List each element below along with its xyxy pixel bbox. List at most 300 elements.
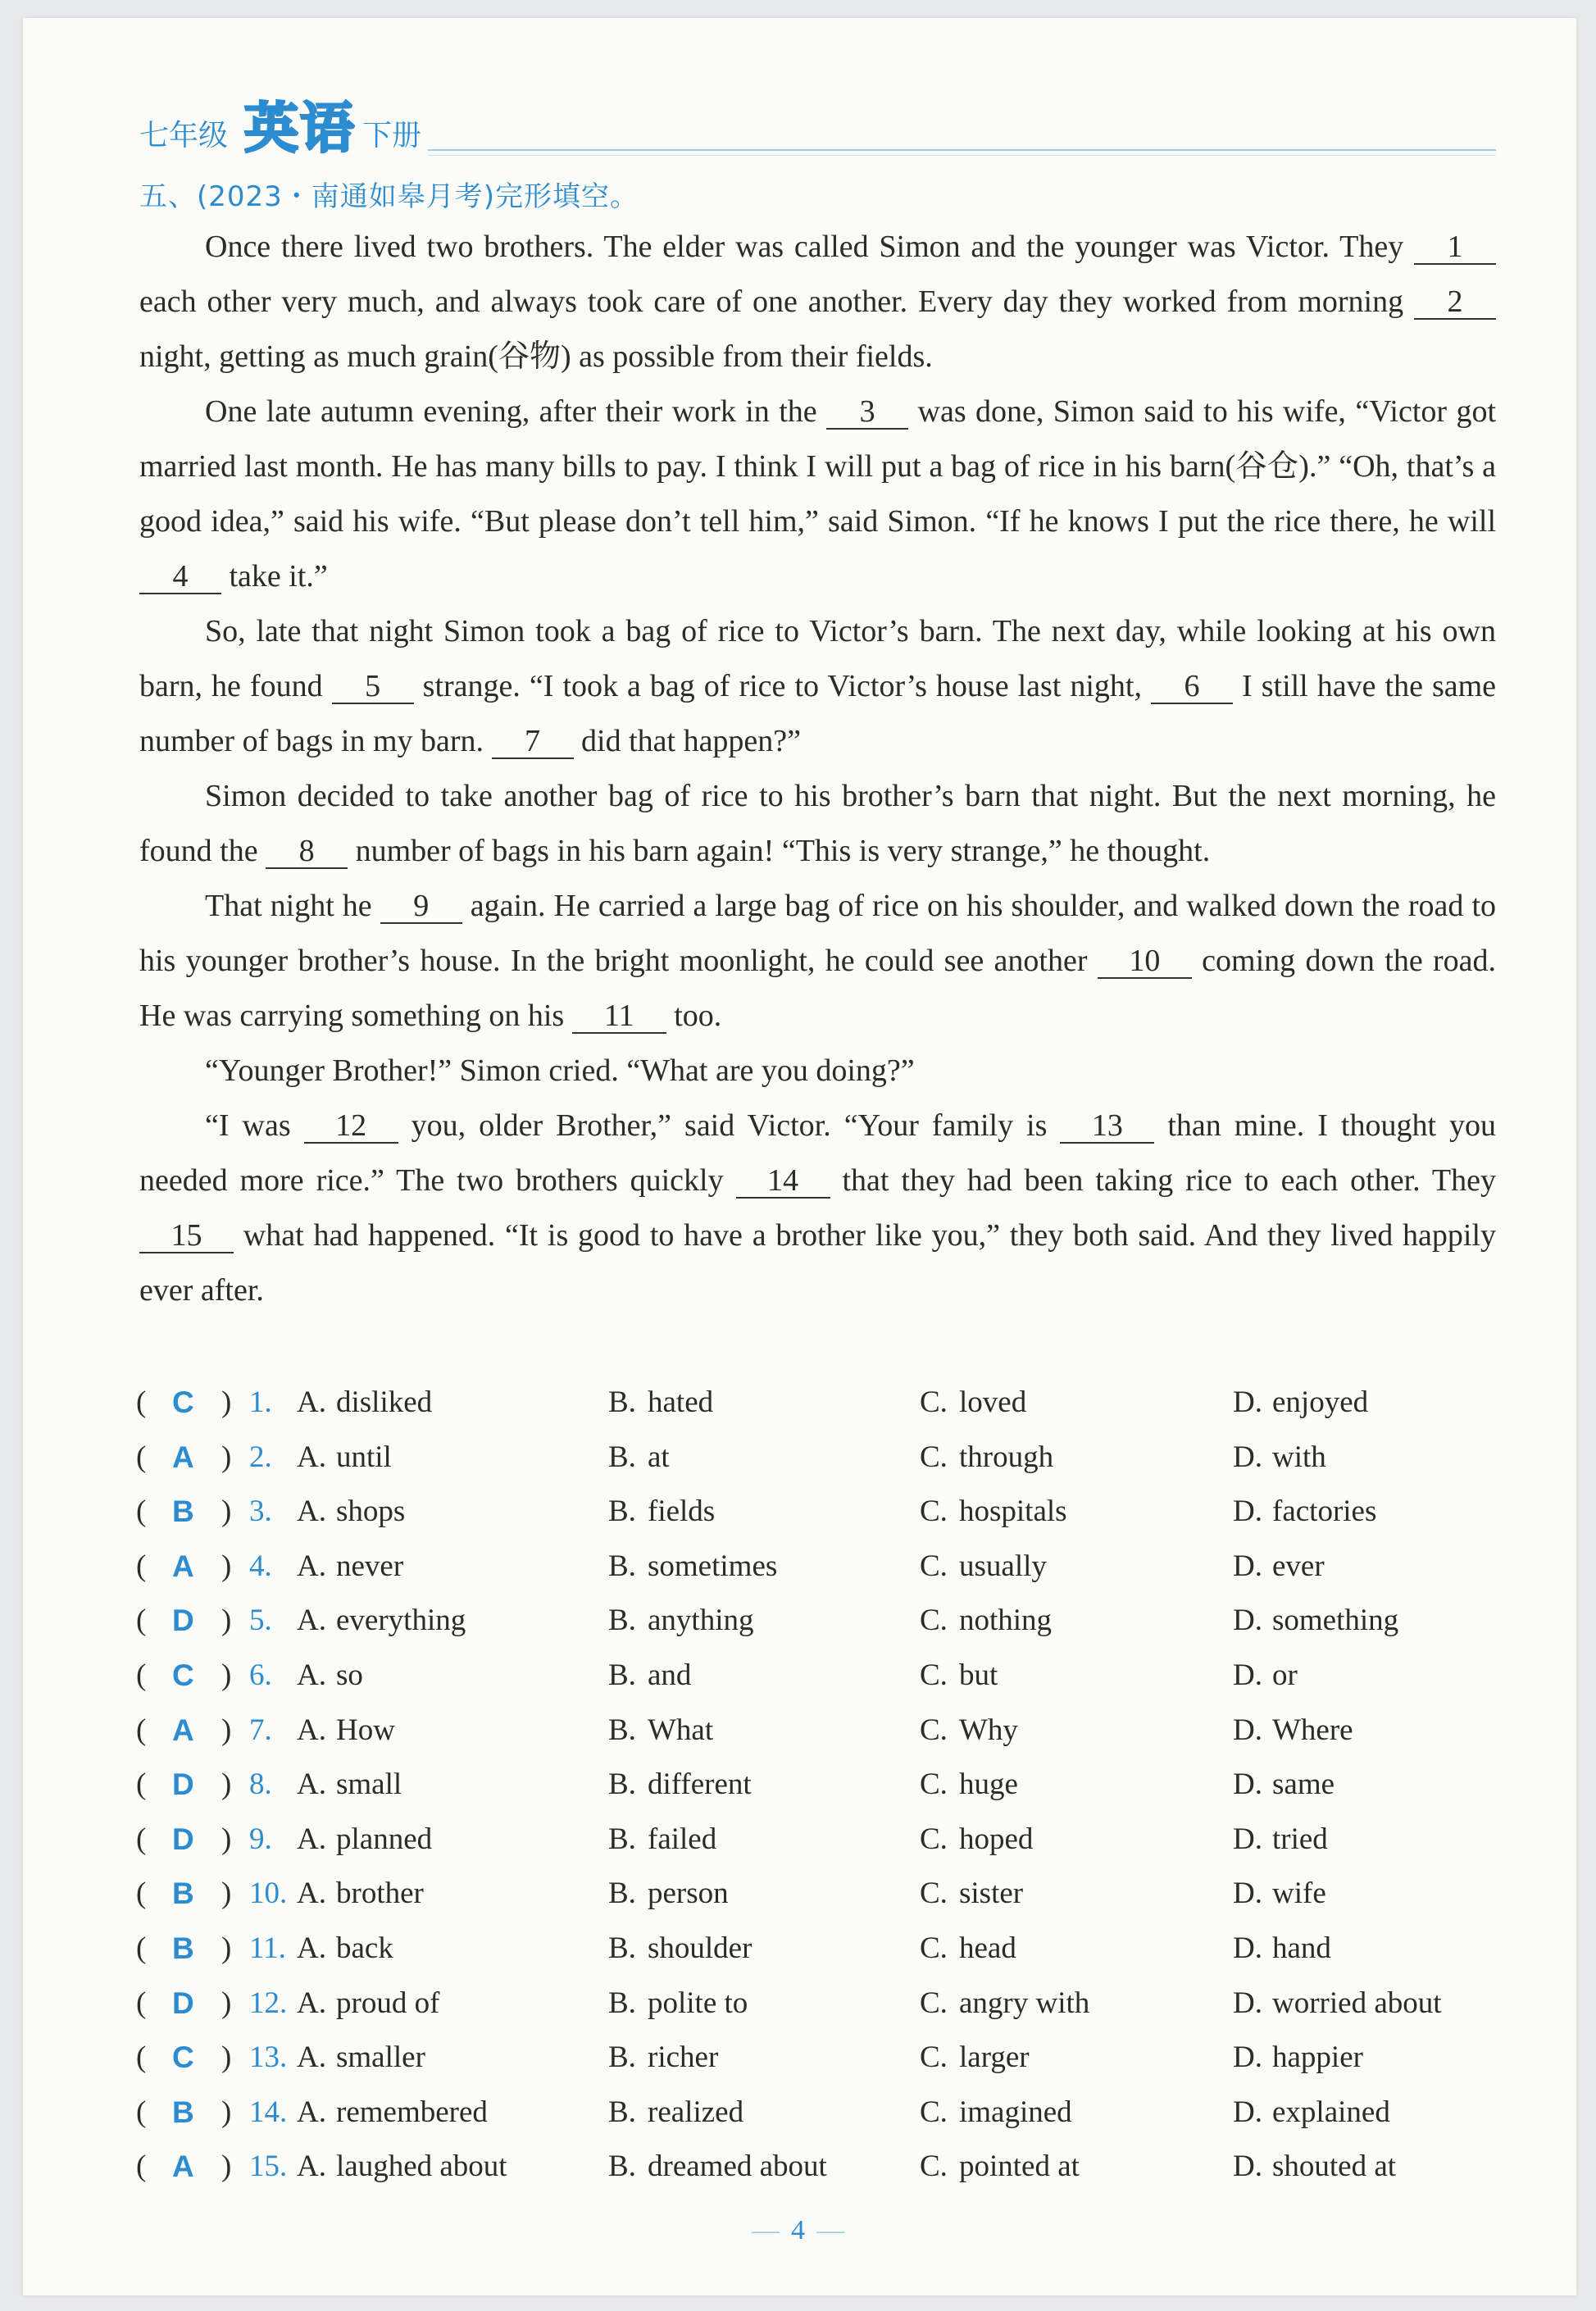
option-letter: C.: [920, 1713, 948, 1747]
question-row: [136, 1977, 1530, 2031]
question-close-bracket: ): [221, 1713, 232, 1747]
paragraph-5: [139, 879, 1496, 1044]
option-b: [608, 1485, 715, 1539]
question-close-bracket: ): [221, 1440, 232, 1474]
question-number: 11.: [249, 1931, 286, 1965]
option-letter: B.: [608, 2040, 636, 2075]
option-letter: B.: [608, 1658, 636, 1692]
option-letter: A.: [297, 1658, 326, 1692]
question-number: 14.: [249, 2095, 288, 2129]
option-text: hated: [648, 1385, 714, 1419]
option-text: huge: [959, 1767, 1018, 1802]
header-rule-thin: [428, 155, 1496, 156]
passage-text: you, older Brother,” said Victor. “Your family is: [411, 1108, 1048, 1143]
question-number: 13.: [249, 2040, 288, 2075]
option-letter: B.: [608, 1494, 636, 1529]
option-letter: A.: [297, 1385, 326, 1419]
question-open-bracket: (: [136, 1549, 147, 1583]
option-b: [608, 1376, 713, 1430]
option-text: Where: [1272, 1713, 1353, 1747]
passage-text: that they had been taking rice to each other. They: [842, 1163, 1496, 1198]
option-a: [297, 1758, 402, 1812]
paragraph-2: [139, 384, 1496, 604]
question-number: 2.: [249, 1440, 272, 1474]
header-volume: 下册: [362, 119, 422, 152]
option-text: polite to: [648, 1986, 748, 2020]
option-d: [1233, 2031, 1363, 2085]
question-close-bracket: ): [221, 2150, 232, 2184]
question-answer: B: [172, 2095, 194, 2129]
option-a: [297, 1867, 424, 1921]
option-text: back: [336, 1931, 393, 1965]
header-rule: [428, 149, 1496, 151]
question-open-bracket: (: [136, 2150, 147, 2184]
option-d: [1233, 1758, 1335, 1812]
option-letter: A.: [297, 2150, 326, 2184]
option-text: enjoyed: [1272, 1385, 1369, 1419]
option-d: [1233, 2086, 1390, 2140]
question-row: [136, 1649, 1530, 1704]
option-letter: C.: [920, 2095, 948, 2129]
option-text: with: [1272, 1440, 1326, 1474]
option-letter: C.: [920, 1658, 948, 1692]
page-number-dash: —: [752, 2215, 780, 2245]
option-b: [608, 2086, 743, 2140]
option-letter: C.: [920, 1767, 948, 1802]
question-answer: A: [172, 1713, 194, 1747]
question-close-bracket: ): [221, 1986, 232, 2020]
passage-text: too.: [674, 999, 722, 1033]
question-row: [136, 1704, 1530, 1758]
option-text: laughed about: [336, 2150, 507, 2184]
option-letter: B.: [608, 1604, 636, 1638]
option-c: [920, 2086, 1072, 2140]
question-answer: B: [172, 1931, 194, 1965]
option-letter: D.: [1233, 1877, 1262, 1911]
option-letter: C.: [920, 2040, 948, 2075]
question-number: 8.: [249, 1767, 272, 1802]
question-open-bracket: (: [136, 1604, 147, 1638]
option-text: happier: [1272, 2040, 1363, 2075]
option-text: usually: [959, 1549, 1047, 1583]
option-letter: D.: [1233, 2040, 1262, 2075]
question-close-bracket: ): [221, 2040, 232, 2075]
option-text: proud of: [336, 1986, 440, 2020]
option-b: [608, 1758, 752, 1812]
option-a: [297, 1540, 403, 1594]
question-open-bracket: (: [136, 1931, 147, 1965]
cloze-passage: [139, 220, 1496, 1318]
option-d: [1233, 1649, 1298, 1703]
blank-12: 12: [304, 1109, 398, 1144]
option-text: loved: [959, 1385, 1027, 1419]
option-text: anything: [648, 1604, 754, 1638]
option-letter: C.: [920, 1931, 948, 1965]
option-c: [920, 1485, 1067, 1539]
option-text: factories: [1272, 1494, 1377, 1529]
question-row: [136, 1485, 1530, 1540]
option-d: [1233, 1922, 1331, 1976]
option-letter: A.: [297, 1494, 326, 1529]
option-text: explained: [1272, 2095, 1390, 2129]
option-text: realized: [648, 2095, 744, 2129]
option-b: [608, 1813, 716, 1867]
option-c: [920, 1867, 1023, 1921]
question-number: 4.: [249, 1549, 272, 1583]
option-letter: B.: [608, 2095, 636, 2129]
option-c: [920, 1540, 1047, 1594]
option-a: [297, 2086, 488, 2140]
question-answer: D: [172, 1767, 194, 1802]
option-b: [608, 1594, 753, 1648]
option-a: [297, 1704, 395, 1758]
option-text: tried: [1272, 1822, 1328, 1856]
option-text: or: [1272, 1658, 1298, 1692]
question-close-bracket: ): [221, 1658, 232, 1692]
header-grade: 七年级: [139, 119, 229, 152]
option-text: hand: [1272, 1931, 1331, 1965]
option-c: [920, 1758, 1018, 1812]
header-subject: 英语: [244, 97, 356, 160]
option-text: so: [336, 1658, 363, 1692]
option-letter: B.: [608, 2150, 636, 2184]
question-open-bracket: (: [136, 1713, 147, 1747]
option-text: at: [648, 1440, 670, 1474]
blank-13: 13: [1060, 1109, 1154, 1144]
option-letter: C.: [920, 1440, 948, 1474]
question-close-bracket: ): [221, 1549, 232, 1583]
blank-10: 10: [1098, 944, 1192, 979]
option-letter: C.: [920, 1986, 948, 2020]
option-d: [1233, 1867, 1326, 1921]
option-letter: D.: [1233, 2095, 1262, 2129]
option-d: [1233, 1431, 1326, 1485]
paragraph-6: [139, 1044, 1496, 1099]
option-b: [608, 2031, 718, 2085]
passage-text: strange. “I took a bag of rice to Victor’s house last night,: [422, 669, 1142, 703]
question-number: 9.: [249, 1822, 272, 1856]
question-row: [136, 1813, 1530, 1867]
option-letter: B.: [608, 1986, 636, 2020]
option-text: worried about: [1272, 1986, 1442, 2020]
option-text: What: [648, 1713, 714, 1747]
option-d: [1233, 1485, 1376, 1539]
passage-text: I still have the same number of bags in my barn.: [139, 669, 1497, 758]
question-close-bracket: ): [221, 1931, 232, 1965]
passage-text: That night he: [205, 889, 372, 923]
question-open-bracket: (: [136, 2040, 147, 2075]
option-text: person: [648, 1877, 729, 1911]
passage-text: Simon decided to take another bag of rice to his brother’s barn that night. But the next morning, he found the: [139, 779, 1496, 868]
question-answer: B: [172, 1494, 194, 1529]
passage-text: each other very much, and always took care of one another. Every day they worked from morning: [139, 284, 1404, 319]
option-letter: D.: [1233, 1767, 1262, 1802]
option-letter: A.: [297, 1440, 326, 1474]
option-text: head: [959, 1931, 1016, 1965]
option-letter: B.: [608, 1822, 636, 1856]
option-letter: A.: [297, 1604, 326, 1638]
page-number-dash: —: [816, 2215, 844, 2245]
question-answer: D: [172, 1604, 194, 1638]
paragraph-3: [139, 604, 1496, 769]
question-open-bracket: (: [136, 1767, 147, 1802]
option-text: larger: [959, 2040, 1030, 2075]
option-letter: A.: [297, 1549, 326, 1583]
option-text: shouted at: [1272, 2150, 1397, 2184]
passage-text: coming down the road. He was carrying something on his: [139, 944, 1497, 1033]
option-a: [297, 1813, 432, 1867]
option-text: different: [648, 1767, 752, 1802]
option-letter: A.: [297, 1986, 326, 2020]
question-close-bracket: ): [221, 1385, 232, 1419]
question-open-bracket: (: [136, 1440, 147, 1474]
option-text: ever: [1272, 1549, 1325, 1583]
question-number: 5.: [249, 1604, 272, 1638]
question-list: [136, 1376, 1530, 2195]
question-row: [136, 1758, 1530, 1813]
question-open-bracket: (: [136, 1494, 147, 1529]
question-answer: A: [172, 1549, 194, 1583]
option-letter: A.: [297, 1931, 326, 1965]
question-open-bracket: (: [136, 1385, 147, 1419]
option-a: [297, 1977, 439, 2031]
question-close-bracket: ): [221, 1604, 232, 1638]
option-d: [1233, 1594, 1398, 1648]
option-text: and: [648, 1658, 692, 1692]
option-text: hoped: [959, 1822, 1034, 1856]
option-text: through: [959, 1440, 1054, 1474]
passage-text: One late autumn evening, after their work in the: [205, 394, 817, 429]
question-number: 1.: [249, 1385, 272, 1419]
passage-text: night, getting as much grain(谷物) as possible from their fields.: [139, 339, 933, 374]
blank-15: 15: [139, 1219, 234, 1253]
option-text: sister: [959, 1877, 1024, 1911]
question-close-bracket: ): [221, 2095, 232, 2129]
section-title: 五、(2023・南通如皋月考)完形填空。: [139, 180, 639, 213]
option-text: planned: [336, 1822, 433, 1856]
option-letter: B.: [608, 1931, 636, 1965]
option-letter: D.: [1233, 1822, 1262, 1856]
question-answer: C: [172, 1658, 194, 1692]
option-a: [297, 1431, 392, 1485]
option-c: [920, 1594, 1052, 1648]
option-letter: B.: [608, 1549, 636, 1583]
option-c: [920, 1376, 1026, 1430]
option-text: hospitals: [959, 1494, 1067, 1529]
question-row: [136, 1594, 1530, 1649]
option-letter: D.: [1233, 1385, 1262, 1419]
option-letter: D.: [1233, 1604, 1262, 1638]
option-letter: C.: [920, 1604, 948, 1638]
question-number: 3.: [249, 1494, 272, 1529]
question-open-bracket: (: [136, 2095, 147, 2129]
option-c: [920, 1977, 1089, 2031]
passage-text: Once there lived two brothers. The elder was called Simon and the younger was Victor. They: [205, 230, 1404, 264]
option-text: disliked: [336, 1385, 433, 1419]
option-text: remembered: [336, 2095, 488, 2129]
option-letter: C.: [920, 1385, 948, 1419]
option-d: [1233, 1376, 1368, 1430]
option-d: [1233, 1704, 1353, 1758]
option-c: [920, 2031, 1030, 2085]
option-text: richer: [648, 2040, 719, 2075]
option-letter: B.: [608, 1877, 636, 1911]
option-text: never: [336, 1549, 404, 1583]
question-number: 7.: [249, 1713, 272, 1747]
option-letter: C.: [920, 1549, 948, 1583]
blank-2: 2: [1414, 285, 1496, 320]
option-letter: C.: [920, 1822, 948, 1856]
option-letter: D.: [1233, 1931, 1262, 1965]
option-text: small: [336, 1767, 402, 1802]
option-text: dreamed about: [648, 2150, 827, 2184]
question-answer: A: [172, 1440, 194, 1474]
passage-text: did that happen?”: [581, 724, 802, 758]
option-c: [920, 1649, 998, 1703]
option-letter: D.: [1233, 1713, 1262, 1747]
option-letter: D.: [1233, 1986, 1262, 2020]
option-text: sometimes: [648, 1549, 778, 1583]
question-answer: D: [172, 1986, 194, 2020]
passage-text: was done, Simon said to his wife, “Victor got married last month. He has many bills to pay. I think I will put a bag of rice in his barn(谷仓).” “Oh, that’s a good idea,” said his wife. “But please don’t tell him,” said Simon. “If he knows I put the rice there, he will: [139, 394, 1497, 539]
question-answer: A: [172, 2150, 194, 2184]
option-d: [1233, 1977, 1442, 2031]
question-open-bracket: (: [136, 1822, 147, 1856]
option-b: [608, 1977, 748, 2031]
question-number: 6.: [249, 1658, 272, 1692]
blank-11: 11: [572, 999, 666, 1034]
passage-text: So, late that night Simon took a bag of rice to Victor’s barn. The next day, while looking at his own barn, he found: [139, 614, 1496, 703]
option-letter: B.: [608, 1385, 636, 1419]
option-text: nothing: [959, 1604, 1053, 1638]
option-letter: A.: [297, 1713, 326, 1747]
page-number-value: 4: [791, 2215, 805, 2245]
question-row: [136, 1867, 1530, 1922]
option-text: but: [959, 1658, 998, 1692]
option-b: [608, 1922, 752, 1976]
question-row: [136, 2140, 1530, 2195]
option-text: shops: [336, 1494, 406, 1529]
question-row: [136, 1540, 1530, 1594]
option-letter: A.: [297, 1877, 326, 1911]
blank-8: 8: [266, 835, 348, 869]
blank-14: 14: [736, 1164, 830, 1199]
option-c: [920, 1922, 1016, 1976]
question-close-bracket: ): [221, 1494, 232, 1529]
option-b: [608, 2140, 827, 2194]
blank-7: 7: [492, 725, 574, 759]
option-d: [1233, 1540, 1325, 1594]
option-c: [920, 1431, 1053, 1485]
option-a: [297, 1922, 393, 1976]
passage-text: “Younger Brother!” Simon cried. “What are you doing?”: [205, 1053, 915, 1088]
option-b: [608, 1431, 670, 1485]
option-text: failed: [648, 1822, 717, 1856]
question-open-bracket: (: [136, 1877, 147, 1911]
option-letter: B.: [608, 1440, 636, 1474]
option-text: everything: [336, 1604, 466, 1638]
option-letter: D.: [1233, 2150, 1262, 2184]
blank-3: 3: [826, 395, 908, 430]
passage-text: what had happened. “It is good to have a brother like you,” they both said. And they lived happily ever after.: [139, 1218, 1496, 1308]
option-letter: D.: [1233, 1658, 1262, 1692]
passage-text: number of bags in his barn again! “This is very strange,” he thought.: [355, 834, 1211, 868]
option-b: [608, 1867, 729, 1921]
option-letter: B.: [608, 1713, 636, 1747]
blank-4: 4: [139, 560, 221, 594]
question-row: [136, 2031, 1530, 2086]
page-header: [139, 97, 1496, 162]
option-text: something: [1272, 1604, 1399, 1638]
option-letter: A.: [297, 1822, 326, 1856]
option-c: [920, 2140, 1080, 2194]
option-letter: C.: [920, 1877, 948, 1911]
option-a: [297, 2031, 425, 2085]
paragraph-1: [139, 220, 1496, 384]
question-answer: C: [172, 2040, 194, 2075]
option-text: angry with: [959, 1986, 1090, 2020]
option-a: [297, 1594, 466, 1648]
option-letter: A.: [297, 2040, 326, 2075]
option-text: imagined: [959, 2095, 1072, 2129]
question-open-bracket: (: [136, 1986, 147, 2020]
option-a: [297, 1485, 405, 1539]
option-letter: A.: [297, 2095, 326, 2129]
option-text: wife: [1272, 1877, 1326, 1911]
passage-text: than mine. I thought you needed more rice.” The two brothers quickly: [139, 1108, 1496, 1198]
option-a: [297, 2140, 507, 2194]
option-letter: D.: [1233, 1440, 1262, 1474]
question-answer: B: [172, 1877, 194, 1911]
option-text: fields: [648, 1494, 716, 1529]
question-row: [136, 1922, 1530, 1977]
option-letter: D.: [1233, 1494, 1262, 1529]
blank-5: 5: [332, 670, 414, 704]
option-letter: A.: [297, 1767, 326, 1802]
option-text: smaller: [336, 2040, 425, 2075]
option-d: [1233, 1813, 1328, 1867]
option-a: [297, 1376, 432, 1430]
blank-6: 6: [1151, 670, 1233, 704]
option-b: [608, 1540, 777, 1594]
question-close-bracket: ): [221, 1877, 232, 1911]
question-answer: D: [172, 1822, 194, 1856]
option-d: [1233, 2140, 1396, 2194]
option-text: Why: [959, 1713, 1018, 1747]
option-b: [608, 1704, 713, 1758]
option-text: pointed at: [959, 2150, 1080, 2184]
paragraph-4: [139, 769, 1496, 879]
option-text: How: [336, 1713, 395, 1747]
blank-1: 1: [1414, 230, 1496, 265]
option-text: shoulder: [648, 1931, 753, 1965]
question-number: 10.: [249, 1877, 288, 1911]
option-c: [920, 1813, 1033, 1867]
blank-9: 9: [380, 889, 462, 924]
option-c: [920, 1704, 1018, 1758]
option-a: [297, 1649, 363, 1703]
option-letter: C.: [920, 1494, 948, 1529]
option-text: until: [336, 1440, 392, 1474]
passage-text: “I was: [205, 1108, 291, 1143]
question-open-bracket: (: [136, 1658, 147, 1692]
option-letter: C.: [920, 2150, 948, 2184]
question-number: 15.: [249, 2150, 288, 2184]
option-letter: B.: [608, 1767, 636, 1802]
option-letter: D.: [1233, 1549, 1262, 1583]
option-text: same: [1272, 1767, 1335, 1802]
passage-text: take it.”: [229, 559, 328, 594]
